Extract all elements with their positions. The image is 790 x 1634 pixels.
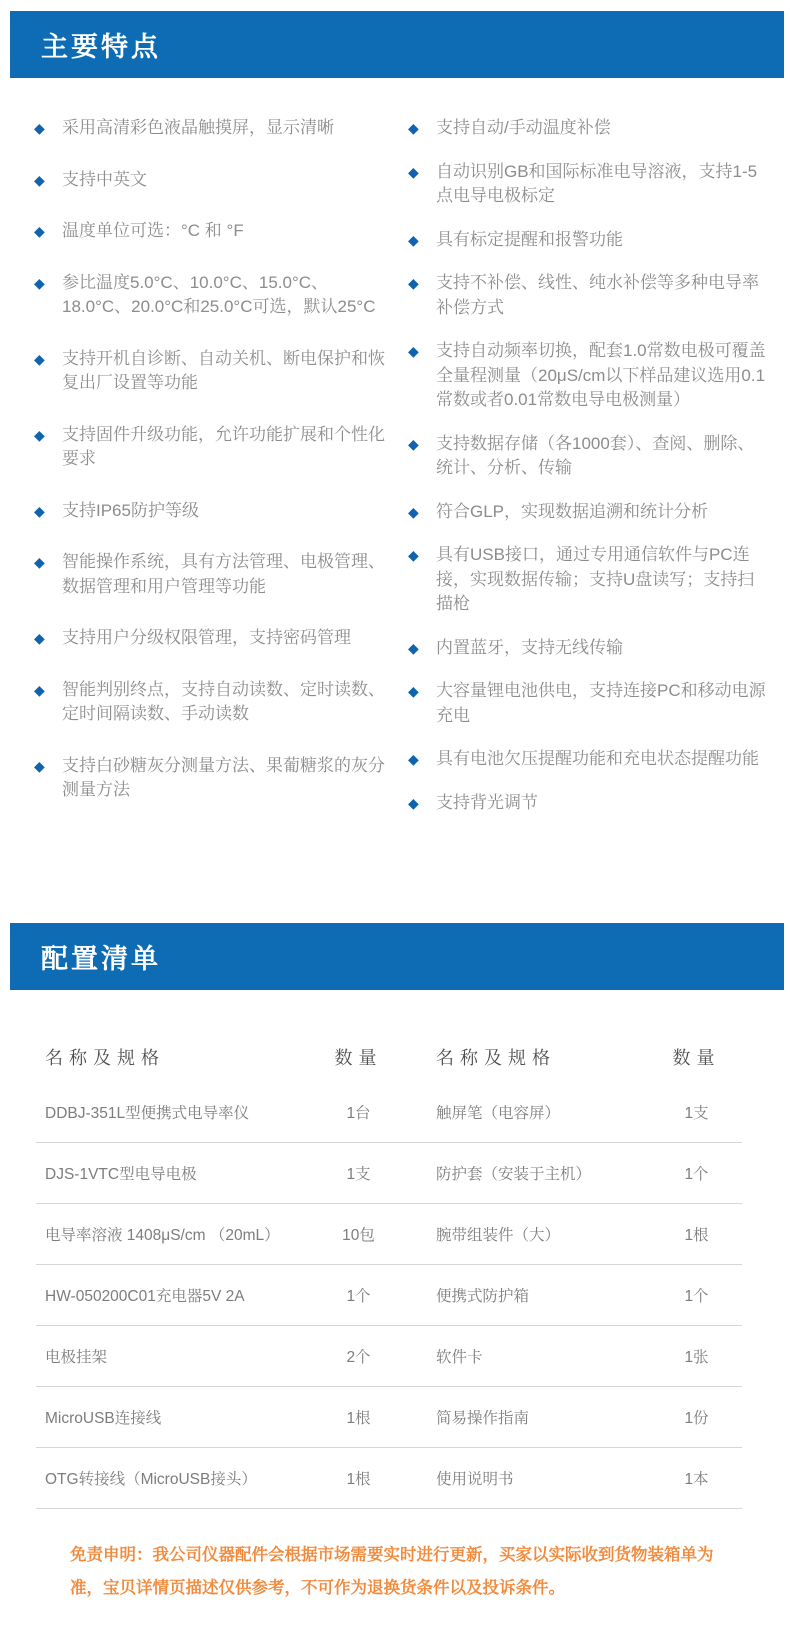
feature-text: 参比温度5.0°C、10.0°C、15.0°C、18.0°C、20.0°C和25.0°C可选，默认25°C <box>62 272 376 316</box>
diamond-bullet-icon: ◆ <box>408 163 419 180</box>
feature-text: 支持固件升级功能，允许功能扩展和个性化要求 <box>62 424 385 468</box>
feature-item <box>34 423 392 472</box>
diamond-bullet-icon: ◆ <box>408 120 419 136</box>
item-name: 简易操作指南 <box>436 1410 530 1427</box>
feature-item <box>34 219 392 244</box>
package-section-title: 配置清单 <box>41 944 161 974</box>
feature-text: 支持自动/手动温度补偿 <box>436 118 611 137</box>
feature-text: 支持中英文 <box>62 169 147 189</box>
item-name: 使用说明书 <box>436 1471 514 1488</box>
feature-item <box>34 347 392 396</box>
feature-text: 支持白砂糖灰分测量方法、果葡糖浆的灰分测量方法 <box>62 755 385 799</box>
diamond-bullet-icon: ◆ <box>408 503 419 520</box>
item-name: HW-050200C01充电器5V 2A <box>45 1288 245 1305</box>
feature-item <box>408 500 766 525</box>
feature-item <box>408 543 766 617</box>
diamond-bullet-icon: ◆ <box>34 554 45 570</box>
feature-text: 具有USB接口，通过专用通信软件与PC连接，实现数据传输；支持U盘读写；支持扫描枪 <box>436 545 755 613</box>
feature-text: 具有标定提醒和报警功能 <box>436 229 623 249</box>
item-qty: 10包 <box>342 1227 375 1244</box>
feature-item <box>34 168 392 193</box>
diamond-bullet-icon: ◆ <box>408 275 419 291</box>
table-row <box>36 1448 742 1509</box>
feature-text: 具有电池欠压提醒功能和充电状态提醒功能 <box>436 749 759 768</box>
feature-text: 采用高清彩色液晶触摸屏，显示清晰 <box>62 118 334 137</box>
table-row <box>36 1265 742 1326</box>
item-qty: 1张 <box>684 1349 709 1366</box>
feature-item <box>408 791 766 816</box>
item-name: DJS-1VTC型电导电极 <box>45 1166 197 1183</box>
package-section-header <box>10 923 784 990</box>
feature-text: 支持数据存储（各1000套）、查阅、删除、统计、分析、传输 <box>436 433 755 477</box>
feature-text: 支持不补偿、线性、纯水补偿等多种电导率补偿方式 <box>436 273 759 317</box>
item-name: 电极挂架 <box>45 1349 108 1366</box>
features-column-left <box>34 116 392 834</box>
item-name: 便携式防护箱 <box>436 1288 530 1305</box>
item-name: MicroUSB连接线 <box>45 1410 162 1427</box>
disclaimer-text: 免责申明：我公司仪器配件会根据市场需要实时进行更新，买家以实际收到货物装箱单为准，宝贝详情页描述仅供参考，不可作为退换货条件以及投诉条件。 <box>70 1546 714 1597</box>
feature-item <box>408 160 766 209</box>
diamond-bullet-icon: ◆ <box>34 350 45 367</box>
item-qty: 1支 <box>684 1105 709 1122</box>
item-name: OTG转接线（MicroUSB接头） <box>45 1471 257 1488</box>
feature-item <box>408 116 766 141</box>
feature-text: 内置蓝牙，支持无线传输 <box>436 637 623 657</box>
features-list <box>0 78 790 923</box>
feature-item <box>408 679 766 728</box>
diamond-bullet-icon: ◆ <box>34 757 45 774</box>
item-qty: 1个 <box>684 1166 709 1183</box>
diamond-bullet-icon: ◆ <box>34 171 45 188</box>
item-qty: 1本 <box>684 1471 709 1488</box>
item-name: 触屏笔（电容屏） <box>436 1105 561 1122</box>
features-section-title: 主要特点 <box>41 32 161 62</box>
feature-text: 支持用户分级权限管理，支持密码管理 <box>62 628 351 647</box>
diamond-bullet-icon: ◆ <box>408 751 419 767</box>
feature-text: 支持背光调节 <box>436 792 538 812</box>
feature-text: 智能判别终点，支持自动读数、定时读数、定时间隔读数、手动读数 <box>62 679 385 723</box>
item-qty: 1支 <box>346 1166 371 1183</box>
item-qty: 2个 <box>346 1349 371 1366</box>
diamond-bullet-icon: ◆ <box>408 683 419 699</box>
feature-text: 符合GLP，实现数据追溯和统计分析 <box>436 501 709 521</box>
feature-item <box>34 754 392 803</box>
table-row <box>36 1387 742 1448</box>
diamond-bullet-icon: ◆ <box>34 681 45 698</box>
feature-item <box>34 626 392 651</box>
item-qty: 1台 <box>346 1105 371 1122</box>
item-qty: 1份 <box>684 1410 709 1427</box>
table-row <box>36 1143 742 1204</box>
features-column-right <box>408 116 766 834</box>
item-name: 软件卡 <box>436 1349 483 1366</box>
feature-text: 自动识别GB和国际标准电导溶液，支持1-5点电导电极标定 <box>436 161 758 205</box>
column-header-qty-2: 数量 <box>672 1048 721 1068</box>
feature-text: 大容量锂电池供电，支持连接PC和移动电源充电 <box>436 681 766 725</box>
feature-item <box>34 271 392 320</box>
feature-text: 支持开机自诊断、自动关机、断电保护和恢复出厂设置等功能 <box>62 348 385 392</box>
feature-text: 温度单位可选：°C 和 °F <box>62 221 244 240</box>
item-qty: 1根 <box>346 1471 371 1488</box>
item-name: 电导率溶液 1408μS/cm （20mL） <box>45 1227 280 1244</box>
diamond-bullet-icon: ◆ <box>34 223 45 239</box>
item-name: 腕带组装件（大） <box>436 1227 561 1244</box>
features-section-header <box>10 11 784 78</box>
diamond-bullet-icon: ◆ <box>34 502 45 519</box>
diamond-bullet-icon: ◆ <box>408 343 419 359</box>
feature-item <box>408 271 766 320</box>
column-header-name-2: 名称及规格 <box>436 1048 556 1068</box>
feature-text: 支持IP65防护等级 <box>62 500 199 520</box>
item-qty: 1根 <box>684 1227 709 1244</box>
column-header-name-1: 名称及规格 <box>45 1048 165 1068</box>
feature-item <box>408 228 766 253</box>
table-row <box>36 1204 742 1265</box>
feature-text: 支持自动频率切换，配套1.0常数电极可覆盖全量程测量（20μS/cm以下样品建议选用0.1常数或者0.01常数电导电极测量） <box>436 341 766 409</box>
diamond-bullet-icon: ◆ <box>408 435 419 452</box>
feature-item <box>408 432 766 481</box>
package-table <box>36 1032 742 1509</box>
diamond-bullet-icon: ◆ <box>408 231 419 248</box>
feature-item <box>408 747 766 772</box>
table-row <box>36 1082 742 1143</box>
feature-item <box>408 339 766 413</box>
diamond-bullet-icon: ◆ <box>34 120 45 136</box>
table-row <box>36 1326 742 1387</box>
diamond-bullet-icon: ◆ <box>408 639 419 656</box>
item-qty: 1个 <box>684 1288 709 1305</box>
item-name: 防护套（安装于主机） <box>436 1166 592 1183</box>
diamond-bullet-icon: ◆ <box>34 274 45 291</box>
table-header-row <box>36 1032 742 1082</box>
feature-item <box>408 636 766 661</box>
feature-item <box>34 550 392 599</box>
feature-item <box>34 499 392 524</box>
item-qty: 1个 <box>346 1288 371 1305</box>
column-header-qty-1: 数量 <box>334 1048 383 1068</box>
item-name: DDBJ-351L型便携式电导率仪 <box>45 1105 250 1122</box>
item-qty: 1根 <box>346 1410 371 1427</box>
feature-text: 智能操作系统，具有方法管理、电极管理、数据管理和用户管理等功能 <box>62 552 385 596</box>
diamond-bullet-icon: ◆ <box>408 794 419 811</box>
diamond-bullet-icon: ◆ <box>408 547 419 563</box>
diamond-bullet-icon: ◆ <box>34 630 45 646</box>
feature-item <box>34 678 392 727</box>
feature-item <box>34 116 392 141</box>
diamond-bullet-icon: ◆ <box>34 426 45 443</box>
